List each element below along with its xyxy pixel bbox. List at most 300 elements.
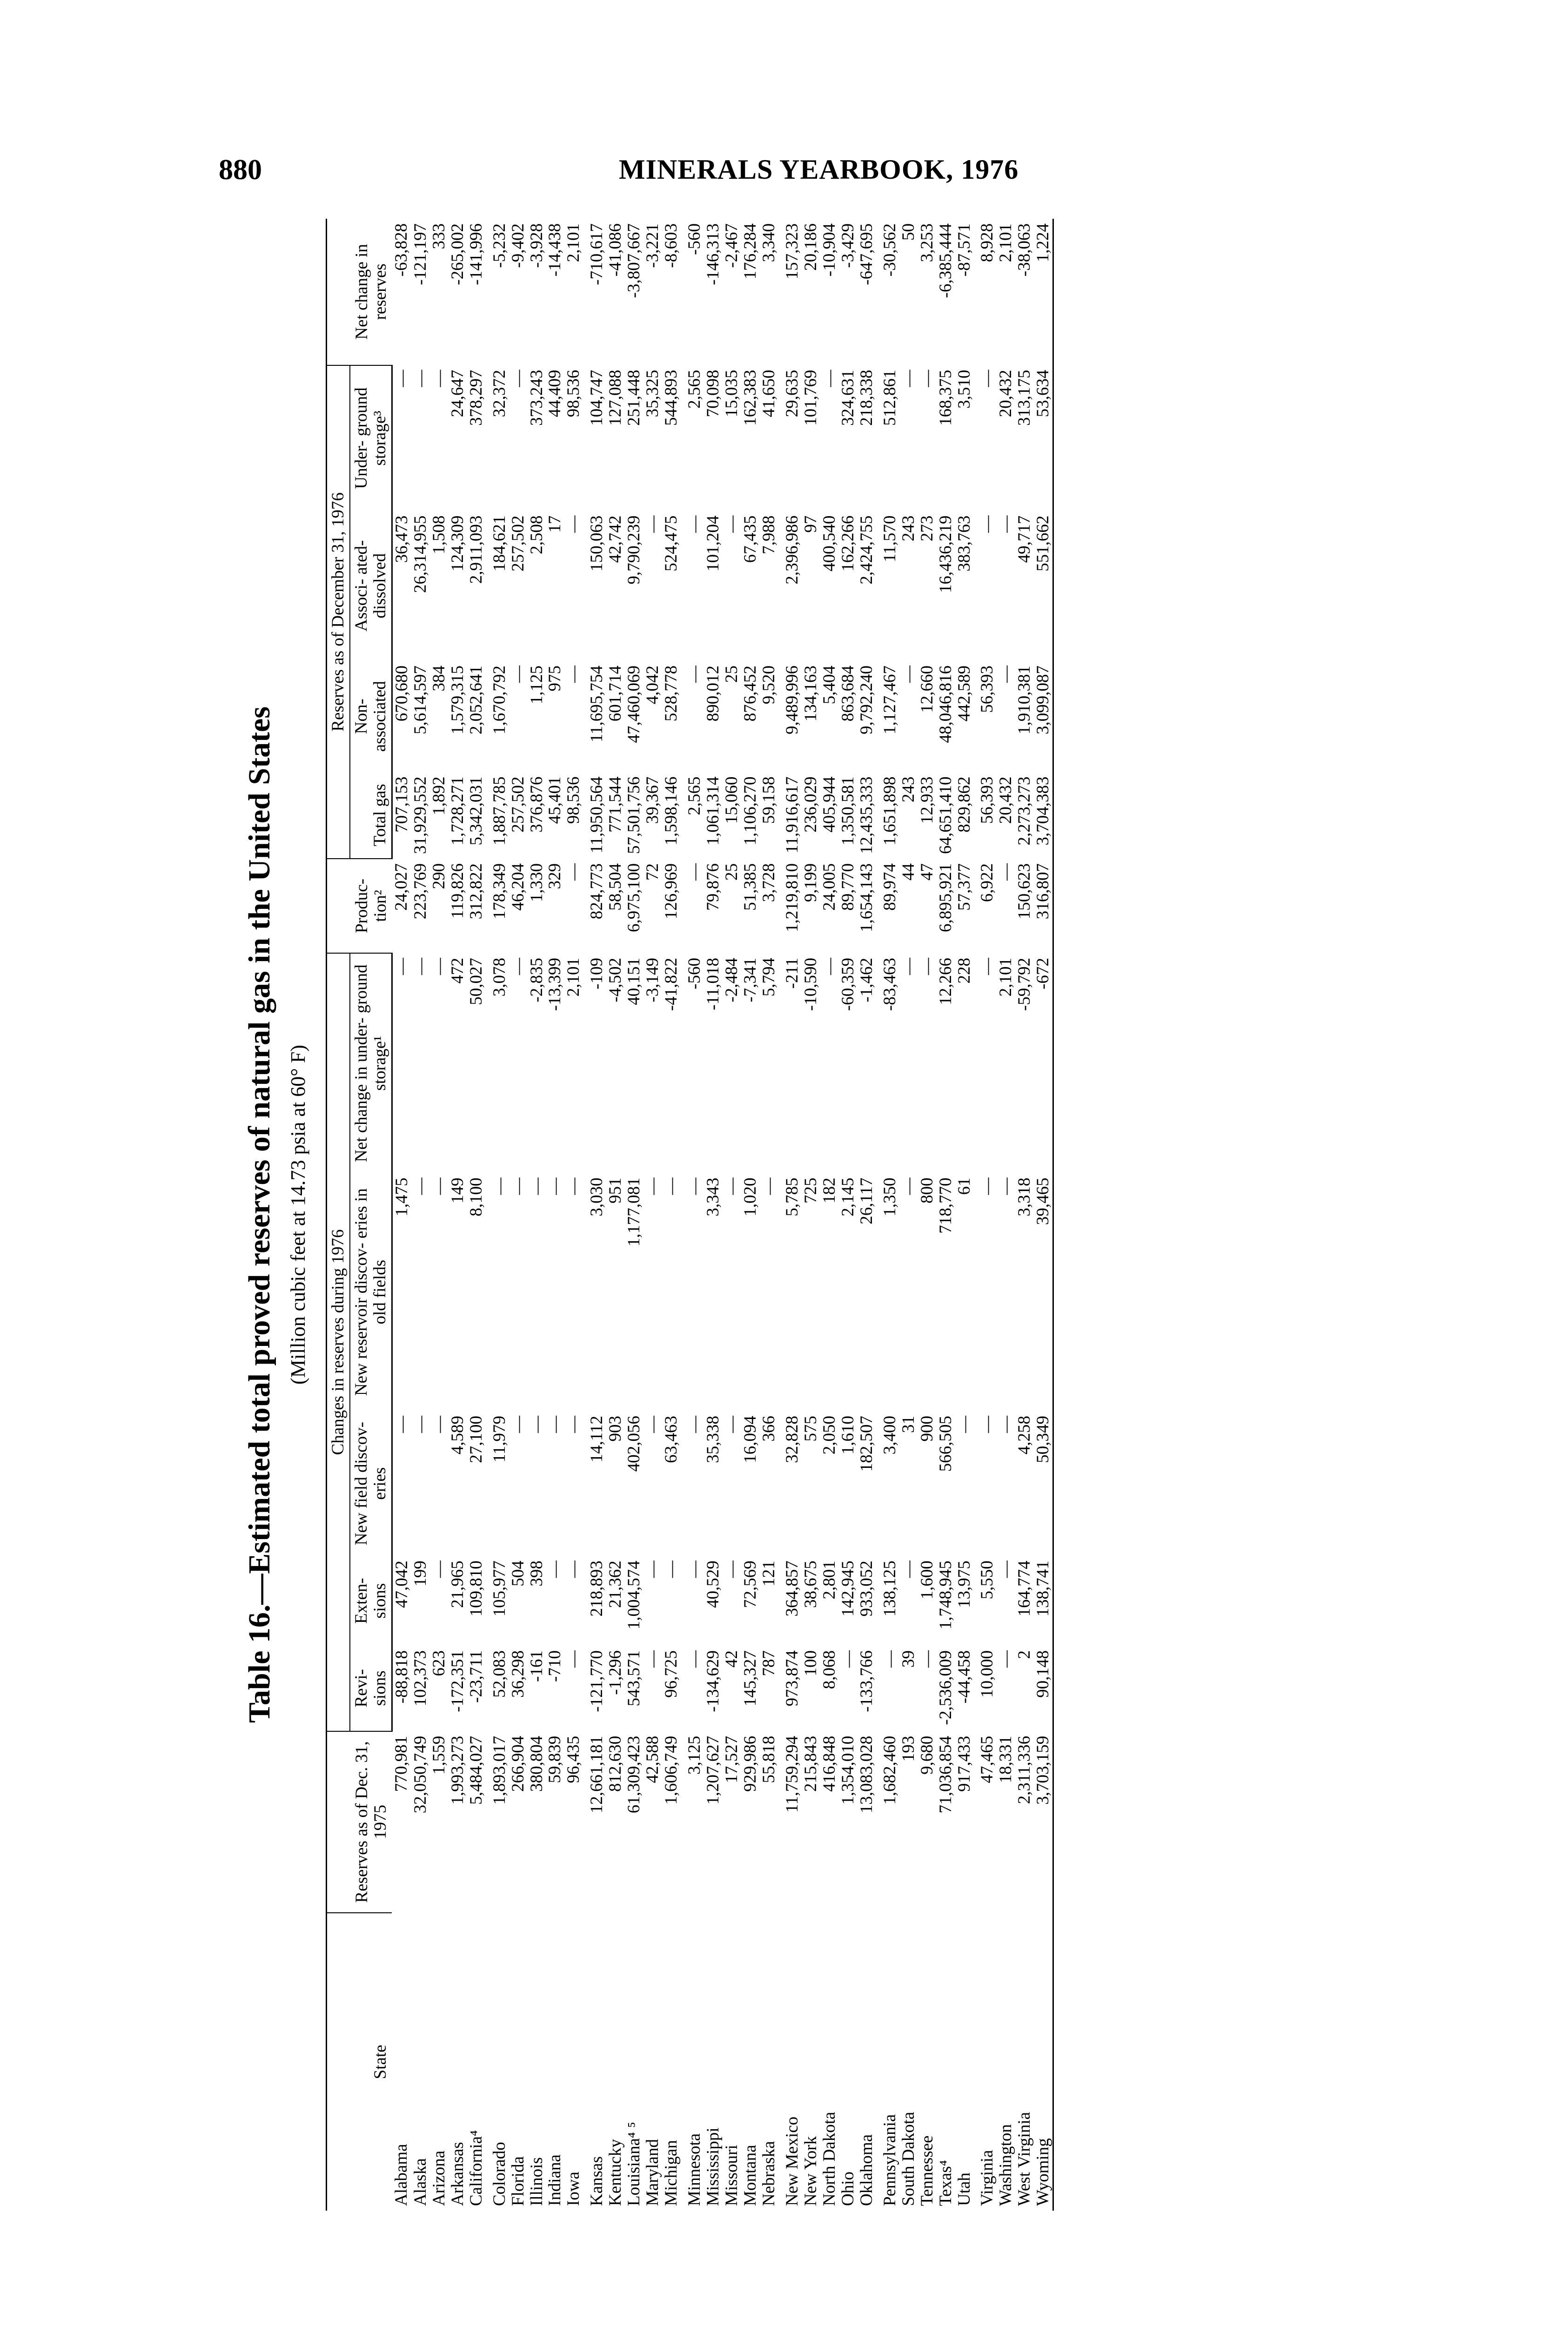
table-cell: 1,728,271	[448, 776, 467, 846]
table-cell: 2,801	[819, 1560, 839, 1600]
table-row	[564, 219, 583, 2211]
table-cell: 104,747	[587, 370, 607, 426]
table-row	[606, 219, 625, 2211]
table-cell: 40,151	[624, 957, 644, 1005]
table-cell: 134,163	[801, 665, 820, 722]
table-cell: 52,083	[489, 1650, 509, 1698]
table-cell: 36,473	[392, 515, 411, 563]
table-cell: 243	[898, 776, 918, 802]
table-cell: —	[819, 370, 839, 387]
table-cell: 1,993,273	[448, 1735, 467, 1805]
table-cell: 59,839	[545, 1735, 565, 1783]
table-cell: -710,617	[587, 223, 607, 285]
table-row	[918, 219, 937, 2211]
table-cell: 126,969	[662, 863, 681, 920]
table-cell: 829,862	[954, 776, 974, 833]
table-cell: -83,463	[880, 957, 899, 1011]
table-row	[681, 219, 704, 2211]
table-cell: 138,125	[880, 1560, 899, 1617]
table-cell: 11,916,617	[782, 776, 802, 854]
table-cell: 1,224	[1034, 219, 1053, 365]
table-cell: 2,911,093	[466, 515, 486, 584]
table-cell: 45,401	[545, 776, 565, 824]
table-cell: 59,158	[759, 776, 778, 824]
table-cell: -560	[685, 957, 704, 989]
table-cell: 863,684	[838, 665, 858, 722]
table-row	[546, 219, 564, 2211]
col-net-change-storage: Net change in under- ground storage¹	[350, 953, 392, 1173]
table-cell: 102,373	[410, 1650, 430, 1707]
table-row	[392, 219, 411, 2211]
table-cell: 149	[448, 1177, 467, 1204]
table-cell: —	[429, 1416, 449, 1433]
table-cell: 3,400	[880, 1416, 899, 1455]
table-cell: 1,559	[429, 1735, 449, 1775]
table-cell: 8,068	[819, 1650, 839, 1689]
table-cell: -265,002	[448, 223, 467, 285]
table-cell: -2,467	[722, 223, 742, 268]
table-cell: 42,588	[643, 1735, 663, 1783]
table-cell: 1,600	[917, 1560, 937, 1600]
table-cell: 13,083,028	[857, 1735, 876, 1814]
table-cell: —	[954, 1416, 974, 1433]
table-cell: 44,409	[545, 370, 565, 417]
table-cell: 9,680	[917, 1735, 937, 1775]
table-cell: -134,629	[704, 1650, 723, 1712]
table-cell: 162,383	[741, 370, 760, 426]
table-cell: 11,570	[880, 515, 899, 562]
table-cell: —	[917, 370, 937, 387]
table-cell: 333	[429, 223, 449, 249]
table-cell: 53,634	[1034, 365, 1053, 511]
table-cell: 2,145	[838, 1177, 858, 1217]
table-cell: -4,502	[606, 957, 625, 1002]
table-cell: 182	[819, 1177, 839, 1204]
table-row	[583, 219, 606, 2211]
table-cell: —	[508, 957, 528, 975]
table-cell: -30,562	[880, 223, 899, 277]
table-cell: 5,550	[978, 1560, 997, 1600]
table-cell: 11,950,564	[587, 776, 607, 854]
table-cell: 63,463	[662, 1416, 681, 1463]
table-cell: —	[643, 1416, 663, 1433]
table-cell: —	[917, 1650, 937, 1668]
table-cell: -121,770	[587, 1650, 607, 1712]
table-cell: 551,662	[1034, 511, 1053, 661]
table-cell: 2,424,755	[857, 515, 876, 585]
table-cell: 218,893	[587, 1560, 607, 1617]
table-cell: —	[410, 1177, 430, 1195]
table-cell: —	[545, 1416, 565, 1433]
table-cell: 48,046,816	[936, 665, 955, 743]
table-cell: 876,452	[741, 665, 760, 722]
table-cell: 47,042	[392, 1560, 411, 1608]
table-cell: -161	[527, 1650, 546, 1682]
table-cell: -3,149	[643, 957, 663, 1002]
table-cell: —	[392, 370, 411, 387]
table-cell: —	[662, 1177, 681, 1195]
table-row	[973, 219, 997, 2211]
table-cell: 101,204	[704, 515, 723, 572]
state-name: Tennessee	[917, 2135, 937, 2206]
table-row	[802, 219, 820, 2211]
table-cell: -87,571	[954, 223, 974, 277]
table-cell: 157,323	[782, 223, 802, 280]
table-cell: 312,822	[466, 863, 486, 920]
table-cell: —	[978, 370, 997, 387]
state-name: West Virginia	[1015, 2112, 1034, 2206]
table-cell: 824,773	[587, 863, 607, 920]
table-cell: 10,000	[978, 1650, 997, 1698]
table-cell: —	[685, 1177, 704, 1195]
table-cell: 138,741	[1034, 1556, 1053, 1646]
table-cell: 70,098	[704, 370, 723, 417]
state-name: New Mexico	[782, 2116, 802, 2206]
table-cell: 1,598,146	[662, 776, 681, 846]
table-cell: 24,647	[448, 370, 467, 417]
table-row	[778, 219, 802, 2211]
table-cell: 18,331	[996, 1735, 1016, 1783]
table-row	[1034, 219, 1053, 2211]
table-cell: 3,125	[685, 1735, 704, 1775]
table-cell: -41,086	[606, 223, 625, 277]
table-cell: -63,828	[392, 223, 411, 277]
table-cell: 366	[759, 1416, 778, 1442]
table-cell: 56,393	[978, 665, 997, 713]
table-cell: 13,975	[954, 1560, 974, 1608]
table-cell: 251,448	[624, 370, 644, 426]
table-cell: 1,579,315	[448, 665, 467, 734]
col-reserves-1975: Reserves as of Dec. 31, 1975	[327, 1731, 392, 1913]
table-cell: 384	[429, 665, 449, 692]
table-cell: 1,207,627	[704, 1735, 723, 1805]
table-cell: 1,125	[527, 665, 546, 705]
table-cell: 44	[898, 863, 918, 881]
gas-reserves-table	[326, 219, 1054, 2211]
table-cell: —	[545, 1560, 565, 1578]
table-cell: 42	[722, 1650, 742, 1668]
rotated-table-block	[242, 219, 1405, 2211]
table-cell: —	[662, 1560, 681, 1578]
table-cell: 257,502	[508, 515, 528, 572]
state-name: South Dakota	[898, 2112, 918, 2206]
table-cell: 5,484,027	[466, 1735, 486, 1805]
table-cell: —	[996, 1650, 1016, 1668]
table-cell: 2,311,336	[1015, 1735, 1034, 1804]
table-cell: 50	[898, 223, 918, 241]
table-cell: —	[722, 1177, 742, 1195]
table-row	[760, 219, 778, 2211]
table-row	[741, 219, 760, 2211]
table-cell: —	[978, 1177, 997, 1195]
table-cell: 1,061,314	[704, 776, 723, 846]
table-cell: -14,438	[545, 223, 565, 277]
table-cell: 193	[898, 1735, 918, 1762]
table-cell: 1,910,381	[1015, 665, 1034, 734]
col-total-gas: Total gas	[350, 772, 392, 859]
table-cell: —	[722, 1416, 742, 1433]
table-cell: —	[429, 1560, 449, 1578]
table-cell: -59,792	[1015, 957, 1034, 1011]
table-cell: -44,458	[954, 1650, 974, 1704]
table-cell: 162,266	[838, 515, 858, 572]
state-name: Michigan	[662, 2140, 681, 2206]
table-cell: —	[643, 515, 663, 533]
state-name: Ohio	[838, 2172, 858, 2206]
table-cell: 1,748,945	[936, 1560, 955, 1630]
table-cell: 257,502	[508, 776, 528, 833]
table-cell: 32,372	[489, 370, 509, 417]
table-cell: 42,742	[606, 515, 625, 563]
table-cell: 9,790,239	[624, 515, 644, 585]
table-cell: 3,510	[954, 370, 974, 409]
table-cell: -2,536,009	[936, 1650, 955, 1725]
table-row	[955, 219, 974, 2211]
table-cell: —	[685, 863, 704, 881]
table-cell: 398	[527, 1560, 546, 1587]
table-cell: 32,828	[782, 1416, 802, 1463]
table-cell: 21,965	[448, 1560, 467, 1608]
table-cell: —	[685, 1650, 704, 1668]
table-cell: 1,020	[741, 1177, 760, 1217]
table-row	[411, 219, 430, 2211]
table-cell: —	[410, 1416, 430, 1433]
table-cell: 3,704,383	[1034, 772, 1053, 859]
table-cell: 575	[801, 1416, 820, 1442]
table-cell: 21,362	[606, 1560, 625, 1608]
table-cell: 228	[954, 957, 974, 984]
col-revisions: Revi- sions	[350, 1646, 392, 1731]
table-cell: 543,571	[624, 1650, 644, 1707]
running-title: MINERALS YEARBOOK, 1976	[619, 154, 1019, 185]
table-cell: 1,651,898	[880, 776, 899, 846]
table-cell: 79,876	[704, 863, 723, 911]
table-cell: 29,635	[782, 370, 802, 417]
table-cell: -88,818	[392, 1650, 411, 1704]
table-cell: —	[996, 1560, 1016, 1578]
table-cell: 124,309	[448, 515, 467, 572]
table-cell: —	[508, 665, 528, 683]
table-cell: —	[685, 1560, 704, 1578]
table-cell: 55,818	[759, 1735, 778, 1783]
table-cell: 26,117	[857, 1177, 876, 1224]
table-cell: 20,432	[996, 776, 1016, 824]
table-cell: -146,313	[704, 223, 723, 285]
table-cell: 11,979	[489, 1416, 509, 1463]
table-cell: 380,804	[527, 1735, 546, 1792]
table-cell: —	[898, 370, 918, 387]
table-cell: 24,027	[392, 863, 411, 911]
table-cell: —	[996, 515, 1016, 533]
table-cell: 1,004,574	[624, 1560, 644, 1630]
state-name: Nebraska	[759, 2141, 778, 2206]
table-cell: 2,052,641	[466, 665, 486, 734]
table-cell: 64,651,410	[936, 776, 955, 854]
table-cell: —	[564, 863, 583, 881]
table-cell: 71,036,854	[936, 1735, 955, 1814]
table-cell: 12,435,333	[857, 776, 876, 854]
table-cell: 32,050,749	[410, 1735, 430, 1814]
table-cell: 3,728	[759, 863, 778, 902]
table-cell: 3,343	[704, 1177, 723, 1217]
table-cell: —	[564, 515, 583, 533]
table-cell: —	[508, 1177, 528, 1195]
table-cell: 182,507	[857, 1416, 876, 1472]
table-cell: 1,887,785	[489, 776, 509, 846]
state-name: Iowa	[564, 2172, 583, 2206]
table-cell: 119,826	[448, 863, 467, 919]
table-cell: —	[429, 370, 449, 387]
table-cell: 20,432	[996, 370, 1016, 417]
table-cell: 243	[898, 515, 918, 542]
table-cell: 20,186	[801, 223, 820, 271]
table-cell: 524,475	[662, 515, 681, 572]
table-cell: 3,340	[759, 223, 778, 262]
table-cell: —	[564, 1650, 583, 1668]
table-cell: 39,465	[1034, 1173, 1053, 1411]
state-name: Wyoming	[1034, 1913, 1053, 2211]
table-row	[858, 219, 876, 2211]
table-cell: 14,112	[587, 1416, 607, 1463]
state-name: Oklahoma	[857, 2134, 876, 2206]
table-cell: 142,945	[838, 1560, 858, 1617]
table-cell: 1,670,792	[489, 665, 509, 734]
table-cell: 11,695,754	[587, 665, 607, 743]
table-cell: 40,529	[704, 1560, 723, 1608]
table-cell: 41,650	[759, 370, 778, 417]
table-cell: 316,807	[1034, 859, 1053, 953]
table-cell: 1,508	[429, 515, 449, 554]
table-cell: 100	[801, 1650, 820, 1676]
table-cell: 472	[448, 957, 467, 984]
table-cell: 12,933	[917, 776, 937, 824]
table-cell: —	[489, 1177, 509, 1195]
table-cell: —	[917, 957, 937, 975]
table-cell: —	[996, 1177, 1016, 1195]
table-cell: —	[392, 957, 411, 975]
table-cell: —	[429, 957, 449, 975]
table-cell: 2,101	[996, 957, 1016, 997]
table-cell: —	[527, 1416, 546, 1433]
table-cell: 917,433	[954, 1735, 974, 1792]
col-production: Produc- tion²	[327, 859, 392, 953]
table-row	[820, 219, 839, 2211]
table-cell: 57,377	[954, 863, 974, 911]
state-name: New York	[801, 2136, 820, 2206]
state-name: Missouri	[722, 2145, 742, 2206]
table-cell: 178,349	[489, 863, 509, 920]
state-name: Alabama	[392, 2144, 411, 2206]
table-cell: -3,429	[838, 223, 858, 268]
table-cell: —	[643, 1177, 663, 1195]
table-cell: —	[996, 665, 1016, 683]
table-cell: 51,385	[741, 863, 760, 911]
state-name: Mississippi	[704, 2127, 723, 2206]
table-cell: 2,101	[996, 223, 1016, 262]
table-cell: 6,975,100	[624, 863, 644, 932]
table-cell: —	[759, 1177, 778, 1195]
table-cell: 89,770	[838, 863, 858, 911]
table-cell: 5,785	[782, 1177, 802, 1217]
table-cell: 3,318	[1015, 1177, 1034, 1217]
table-cell: —	[978, 957, 997, 975]
table-cell: 72	[643, 863, 663, 881]
table-title: Table 16.—Estimated total proved reserves of natural gas in the United States	[242, 706, 276, 1723]
table-cell: 90,148	[1034, 1646, 1053, 1731]
table-cell: 215,843	[801, 1735, 820, 1792]
table-cell: 16,436,219	[936, 515, 955, 593]
table-cell: 771,544	[606, 776, 625, 833]
table-cell: —	[978, 1416, 997, 1433]
table-cell: —	[880, 1650, 899, 1668]
table-cell: 184,621	[489, 515, 509, 572]
table-cell: 973,874	[782, 1650, 802, 1707]
table-row	[876, 219, 899, 2211]
table-cell: 57,501,756	[624, 776, 644, 854]
table-cell: —	[508, 1416, 528, 1433]
table-cell: 12,660	[917, 665, 937, 713]
table-cell: -3,928	[527, 223, 546, 268]
table-cell: —	[392, 1416, 411, 1433]
table-cell: -560	[685, 223, 704, 255]
table-cell: 8,100	[466, 1177, 486, 1217]
table-cell: —	[898, 957, 918, 975]
col-state: State	[327, 1913, 392, 2211]
table-cell: 5,404	[819, 665, 839, 705]
state-name: Virginia	[978, 2150, 997, 2206]
table-cell: -141,996	[466, 223, 486, 285]
group-reserves-1976: Reserves as of December 31, 1976	[327, 365, 350, 859]
table-cell: 405,944	[819, 776, 839, 833]
state-name: Alaska	[410, 2158, 430, 2206]
state-name: Washington	[996, 2124, 1016, 2206]
col-extensions: Exten- sions	[350, 1556, 392, 1646]
table-cell: 273	[917, 515, 937, 542]
table-cell: 1,610	[838, 1416, 858, 1455]
table-cell: -38,063	[1015, 223, 1034, 277]
table-cell: —	[996, 863, 1016, 881]
state-name: Utah	[954, 2172, 974, 2206]
table-cell: -9,402	[508, 223, 528, 268]
table-cell: 218,338	[857, 370, 876, 426]
table-row	[937, 219, 955, 2211]
table-cell: —	[722, 1560, 742, 1578]
state-name: California⁴	[466, 2130, 486, 2206]
table-cell: 9,489,996	[782, 665, 802, 734]
table-cell: 47	[917, 863, 937, 881]
table-cell: 46,204	[508, 863, 528, 911]
table-cell: -6,385,444	[936, 223, 955, 298]
table-cell: -211	[782, 957, 802, 989]
table-cell: 49,717	[1015, 515, 1034, 563]
table-cell: 145,327	[741, 1650, 760, 1707]
table-cell: 127,088	[606, 370, 625, 426]
table-cell: 544,893	[662, 370, 681, 426]
table-cell: 1,354,010	[838, 1735, 858, 1805]
table-cell: 150,063	[587, 515, 607, 572]
table-row	[704, 219, 723, 2211]
table-row	[899, 219, 918, 2211]
col-new-reservoir: New reservoir discov- eries in old fields	[350, 1173, 392, 1411]
table-cell: -10,904	[819, 223, 839, 277]
table-cell: 72,569	[741, 1560, 760, 1608]
table-cell: 150,623	[1015, 863, 1034, 920]
table-cell: 25	[722, 665, 742, 683]
state-name: North Dakota	[819, 2112, 839, 2206]
table-cell: 1,219,810	[782, 863, 802, 932]
table-cell: —	[564, 1560, 583, 1578]
table-cell: -5,232	[489, 223, 509, 268]
